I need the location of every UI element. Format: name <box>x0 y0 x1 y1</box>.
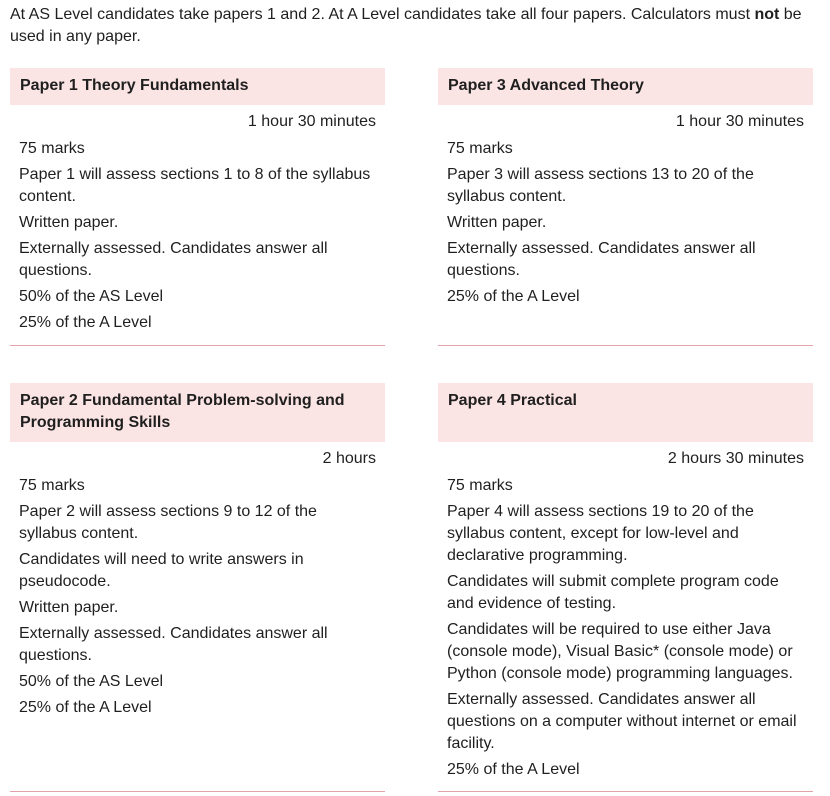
paper-4-body <box>438 442 813 790</box>
paper-1-as-weight: 50% of the AS Level <box>19 288 164 305</box>
paper-4-title: Paper 4 Practical <box>438 383 813 442</box>
paper-3-card <box>438 68 813 346</box>
paper-1-a-weight: 25% of the A Level <box>19 314 152 331</box>
paper-2-duration: 2 hours <box>322 450 376 467</box>
intro-emphasis: not <box>754 6 780 23</box>
paper-1-card <box>10 68 385 346</box>
paper-2-title: Paper 2 Fundamental Problem-solving and Programming Skills <box>10 383 385 442</box>
paper-2-format: Written paper. <box>19 599 119 616</box>
paper-4-assessment: Externally assessed. Candidates answer all questions on a computer without internet or email facility. <box>447 691 797 752</box>
paper-4-submission: Candidates will submit complete program code and evidence of testing. <box>447 573 779 612</box>
paper-3-marks: 75 marks <box>447 140 513 157</box>
paper-1-assessment: Externally assessed. Candidates answer all questions. <box>19 240 328 279</box>
paper-2-marks: 75 marks <box>19 477 85 494</box>
paper-1-duration: 1 hour 30 minutes <box>247 113 376 130</box>
intro-text-after: be used in any paper. <box>10 6 802 45</box>
paper-2-body <box>10 442 385 728</box>
intro-paragraph <box>10 4 820 48</box>
paper-4-a-weight: 25% of the A Level <box>447 761 580 778</box>
paper-4-sections: Paper 4 will assess sections 19 to 20 of the syllabus content, except for low-level and declarative programming. <box>447 503 754 564</box>
paper-1-body <box>10 105 385 343</box>
paper-1-format: Written paper. <box>19 214 119 231</box>
paper-2-sections: Paper 2 will assess sections 9 to 12 of the syllabus content. <box>19 503 317 542</box>
paper-2-a-weight: 25% of the A Level <box>19 699 152 716</box>
paper-3-sections: Paper 3 will assess sections 13 to 20 of the syllabus content. <box>447 166 754 205</box>
paper-1-marks: 75 marks <box>19 140 85 157</box>
paper-1-sections: Paper 1 will assess sections 1 to 8 of the syllabus content. <box>19 166 371 205</box>
paper-3-title: Paper 3 Advanced Theory <box>438 68 813 105</box>
paper-4-marks: 75 marks <box>447 477 513 494</box>
paper-3-duration: 1 hour 30 minutes <box>675 113 804 130</box>
paper-3-body <box>438 105 813 317</box>
paper-4-card <box>438 383 813 792</box>
paper-1-title: Paper 1 Theory Fundamentals <box>10 68 385 105</box>
paper-2-card <box>10 383 385 792</box>
intro-text-before: At AS Level candidates take papers 1 and 2. At A Level candidates take all four papers. Calculators must <box>10 6 755 23</box>
paper-4-duration: 2 hours 30 minutes <box>667 450 804 467</box>
paper-2-pseudocode: Candidates will need to write answers in pseudocode. <box>19 551 304 590</box>
paper-3-assessment: Externally assessed. Candidates answer all questions. <box>447 240 756 279</box>
paper-2-as-weight: 50% of the AS Level <box>19 673 164 690</box>
paper-4-languages: Candidates will be required to use either Java (console mode), Visual Basic* (console mode) or Python (console mode) programming languages. <box>447 621 793 682</box>
paper-2-assessment: Externally assessed. Candidates answer all questions. <box>19 625 328 664</box>
paper-3-a-weight: 25% of the A Level <box>447 288 580 305</box>
paper-3-format: Written paper. <box>447 214 547 231</box>
